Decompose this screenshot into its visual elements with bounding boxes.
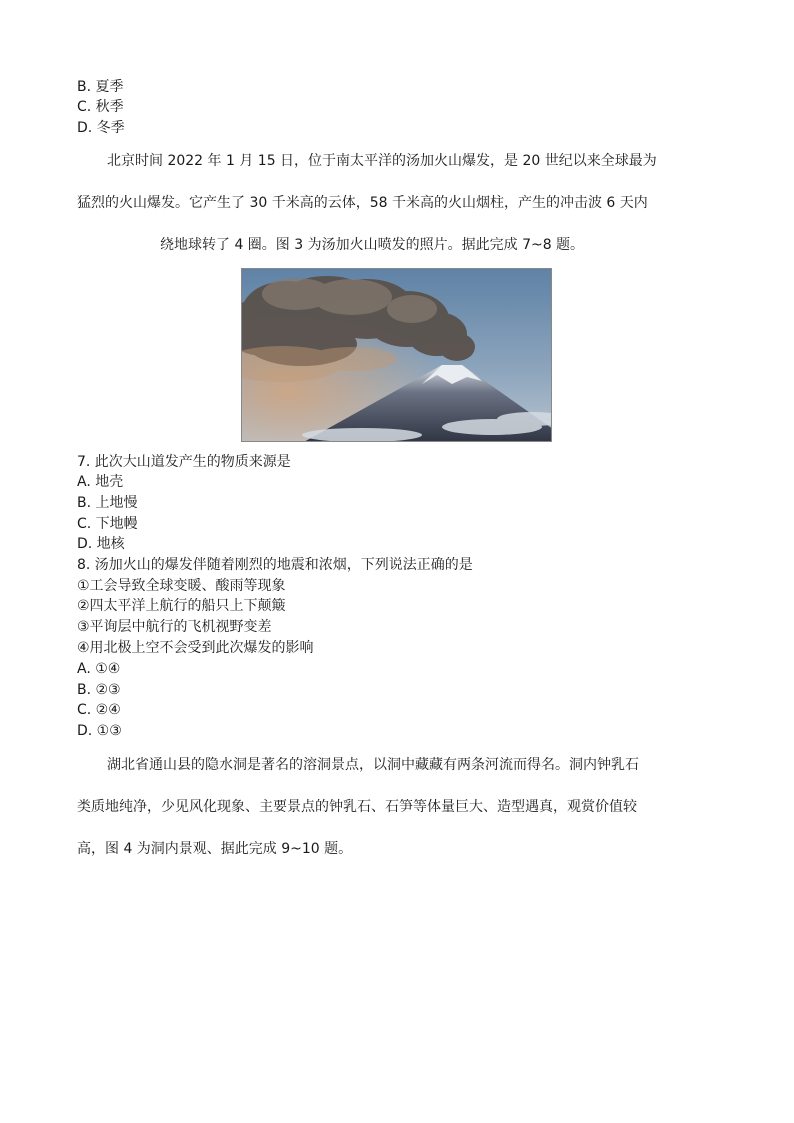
passage1-line2: 猛烈的火山爆发。它产生了 30 千米高的云体，58 千米高的火山烟柱，产生的冲击波 6 天内 xyxy=(77,195,648,211)
passage1-line3: 绕地球转了 4 圈。图 3 为汤加火山喷发的照片。据此完成 7~8 题。 xyxy=(160,237,585,253)
volcano-photo xyxy=(241,268,552,442)
q8-statement-4: ④用北极上空不会受到此次爆发的影响 xyxy=(77,640,314,656)
passage2-line1: 湖北省通山县的隐水洞是著名的溶洞景点，以洞中藏藏有两条河流而得名。洞内钟乳石 xyxy=(107,757,639,773)
q8-statement-1: ①工会导致全球变暖、酸雨等现象 xyxy=(77,578,286,594)
q8-statement-2: ②四太平洋上航行的船只上下颠簸 xyxy=(77,598,286,614)
volcano-illustration xyxy=(242,269,552,442)
q6-option-d[interactable]: D. 冬季 xyxy=(77,120,125,136)
passage2-line2: 类质地纯净，少见风化现象、主要景点的钟乳石、石笋等体量巨大、造型遇真，观赏价值较 xyxy=(77,799,637,815)
q7-option-c[interactable]: C. 下地幔 xyxy=(77,516,138,532)
q8-option-a[interactable]: A. ①④ xyxy=(77,661,121,677)
q7-stem: 7. 此次大山道发产生的物质来源是 xyxy=(77,454,291,470)
q6-option-b[interactable]: B. 夏季 xyxy=(77,79,124,95)
q8-option-d[interactable]: D. ①③ xyxy=(77,723,122,739)
q8-option-b[interactable]: B. ②③ xyxy=(77,682,121,698)
q8-statement-3: ③平询层中航行的飞机视野变差 xyxy=(77,619,272,635)
q6-option-c[interactable]: C. 秋季 xyxy=(77,99,124,115)
q8-stem: 8. 汤加火山的爆发伴随着刚烈的地震和浓烟，下列说法正确的是 xyxy=(77,557,473,573)
passage2-line3: 高，图 4 为洞内景观、据此完成 9~10 题。 xyxy=(77,841,353,857)
passage1-line1: 北京时间 2022 年 1 月 15 日，位于南太平洋的汤加火山爆发，是 20 世纪以来全球最为 xyxy=(107,153,657,169)
q7-option-a[interactable]: A. 地壳 xyxy=(77,474,124,490)
q8-option-c[interactable]: C. ②④ xyxy=(77,702,121,718)
q7-option-b[interactable]: B. 上地慢 xyxy=(77,495,138,511)
q7-option-d[interactable]: D. 地核 xyxy=(77,536,125,552)
